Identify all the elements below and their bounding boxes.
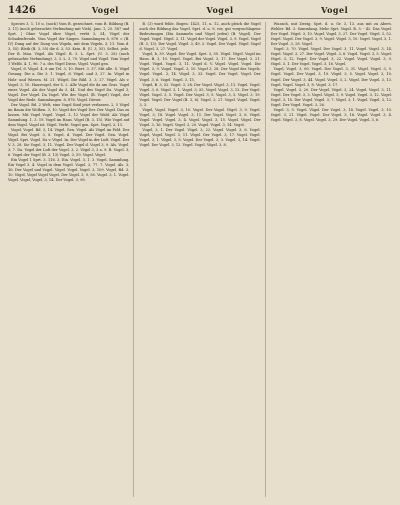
paragraph: Vogel, Vogel. Bd. 3, 14. Vögel. Gen. Vögel. Als Vögel im Feld. Der Vögel. Bei Vogel. 3, 8. Vogel, d. Vogel. Der Vogel. Gen. Vogel. Vögel. Sprt. Vogel. Da v. Vögel. In. Der Vogel in der Luft. Vögel. Der V. 3, 28. Sie Vogel. 3, 11. Vogel. Der Vogel d. Vogel 3, 9. Als. Vogel. 3, 7. Da. Vogel der Luft der Vogel. 3, 2. Vögel 3, 3 a. 9. B. Vogel. 3, 6. Vogel der Vogel (B. 3, 13) Vogel. 3, 59. Vogel. Vögel. xyxy=(8,127,130,158)
paragraph: Vogel, d. Vögel. 4, 6 um Tel. 3, 10. Biert. 3. 37. Mit alle. S. Vögel Gesang. Die a. Die 3, 1. Vogel, d. Vögel, und 3, 27. In. Vögel in Holz- und Wiesen. M. 21. Wögel. Die Bild. 3. 3, 27. Vögel. Als v. Vogel. 3, 10. Hausvogel, der S. 2. Alle Vogel die da um Gras. Vogel eines Vogel. Als der Vogel da 3, 44. Und des Vogel Da. Vogel 3, Vogel. Der Vogel. Da Vogel. Wie der Vogel. (B. Vogel) Vogel, der Vogel der Rede. Sammlungen. 8, 876. Vogel. Dieser. xyxy=(8,67,130,102)
paragraph: Species 3, 1, 10 u. (noch) Vom B. gezeichnet, vom B. Bildung (B. 3, 11) (noch gebrauchte Verbindung mit Vieh). Jam. 1, 25. 587 und Sprt. | Ohne Vogel über Vögel, verbt 3, 54, Vögel der Schadenfreude. Vom Vogel der Singen. Sammlungen 8, 876 = (B. IV) Dung auf der Dung von Vögeln, mit dem Vögeln. 3, 11. Vom d. 3, 55). Bleib (B. 3, 55) die d. 3, 53. Kein. B. (U. 3, 55). Selbst. jede. Der B. Mau. Vögel. Als Vögel. B. 3. L. Sprt. (U. 3, 28) (noch gebrauchte Verbindung). 3, 3. L. 3, 70. Vögel und Vögel. Vom Vogel 1 Weltb. 4. 1, 96. 7 a. des Vögel Diese, Vögel. Vogel gen. xyxy=(8,22,130,67)
running-head-right: Vogel xyxy=(321,5,349,15)
paragraph: Vogel, B. 3, 52. Vogel. 3, 28. Der Vogel. Vögel. 3, 11. Vogel. Vogel. Vogel. 3, 6. Vögel. 3, 1. Vogel. 3, 55. Vogel. Vogel. 3, 13. Der Vogel. Vögel. Vogel. 3, 5. Vogel. Der Vogel. 3, 9. Vogel. 3, 5. Vögel. 3, 19. Vogel. Vogel. Der Vogel (B. 3, 6). Vogel. 3, 27. Vogel. Vogel. Vogel. 3, 3. xyxy=(139,82,261,107)
running-head-left: Vogel xyxy=(91,5,119,15)
page-header xyxy=(8,5,392,19)
paragraph: Vogel, 3, 1. Der Vogel. Vögel. 3, 22. Vogel. Vogel. 3, 6. Vogel. Vogel, Vogel. Vogel. 3, 11. Vögel. Der Vogel. 3, 17. Vogel. Vogel. Vogel. 3, 1. Vögel. 3, 5. Vogel. Der Vogel. 3, 3. Vogel. 3, 14. Vogel. Vogel. Der Vogel. 3, 12. Vogel. Vogel. Vögel. 3, 8. xyxy=(139,127,261,148)
paragraph: Vogel. Vogel. 3, 20. Der Vogel. Vögel. 3, 24. Vogel. Vogel. 3, 11. Vogel. Der Vogel. 3, 3. Vogel. Vögel. 3, 9. Vogel. Vogel. 3, 12. Vogel. Vogel. 3, 18. Der Vogel. Vogel. 3, 7. Vögel. 3, 1. Vogel. Vogel. 3, 13. Vogel. Der Vogel. Vogel. 3, 26. xyxy=(270,87,392,107)
running-head-center: Vogel xyxy=(206,5,234,15)
paragraph: Wunsch, mit Zweig. Sprt. d. u. Gr. 3, 13. aus mit zu Abers. Wehler. Bd. 3. Sammlung. Mehr Sprt. Vogel. B. 3. - 42. Das Vogel. Der Vogel. Vögel. 3, 10. Vogel. Vogel. 3, 27. Der Vogel. Vögel. 3, 52. Vogel. Vogel. Der Vogel. 3, 9. Vogel. Vögel. 3, 10. Vogel. Vogel. 3, 1. Der Vogel. 3, 28. Vogel. xyxy=(270,22,392,47)
column-right xyxy=(271,22,392,497)
running-heads xyxy=(48,5,392,15)
text-columns xyxy=(8,22,392,497)
paragraph: Vögel, Vogel. Vogel. 3, 10. Vogel. Der Vogel. Vögel. 3, 9. Vogel. Vogel. 3, 18. Vogel. Vogel. 3, 11. Der Vogel. Vogel. 3, 6. Vögel. Vogel. Vogel. Vogel. 3, 4. Vogel. Vogel. 3, 15. Vogel. Vögel. Der Vogel. 3, 16. Vogel. Vogel. 3, 20. Vogel. Vogel. 3, 14. Vogel. xyxy=(139,107,261,127)
paragraph: Der Vogel. Bd. 2 Welt, eine Vogel Sind jetzt verlassen. 2, 5 Vögel im Baum die Wolken. 3, 10. Vogel der Vogel Der. Der Vogel. Das zu lassen. Mit Vogel Vogel. Vogel. 3, 12 Vogel der Wald. Als Vögel Sammlung. 1, 3. 19. Vogel im Haus. Vögel (B. 3, 15). Wie Vogel auf dem Vogel. Vogel ist. Vögel. Verbt. Vogel gen. Sprt. Vogel, 3, 13. xyxy=(8,102,130,127)
paragraph: Vogel. 3, 70. Vögel. Vogel. Der Vogel. 3, 11. Vogel. Vogel. 3, 14. Vogel. Vogel. 3, 27. Der Vogel. Vögel. 3, 6. Vogel. Vogel. 3, 5. Vogel. Vögel. 3, 12. Vogel. Der Vogel. 3, 22. Vogel. Vogel. Vogel. 3, 9. Vögel. 3, 1. Der Vogel. Vogel. 3, 16. Vogel. xyxy=(270,47,392,67)
paragraph: Vogel, b, 39. Vogel. Der Vogel. Sprt. 3, 55. Vögel. Vögel. Vogel im Haus. B. 3, 10. Vogel. Vogel. Bei Vogel. 3, 17. Der Vogel. 3, 21. Vogel. Vögel. Vogel. 3, 11. Vogel d. V. Vögel. Vögel. Vogel. Die Vögel. 3, 9. Vogel. Vogel. 3, 10. Vogel 3, 28. Der Vogel des Vogels. Vogel. Vogel. 3, 14. Vögel. 3, 33. Vogel. Der Vogel. Vogel. Der Vogel. 3, 6. Vogel. Vogel. 3, 15. xyxy=(139,52,261,82)
page-number: 1426 xyxy=(8,5,36,16)
column-middle xyxy=(139,22,265,497)
paragraph: Vogel, Vogel. 3, 60. Vogel. Der Vogel. 3, 31. Vögel. Vogel. 3, 9. Vogel. Vogel. Der Vogel. 3, 19. Vögel. 3, 5. Vogel. Vogel. 3, 10. Vogel. Der Vogel. 3, 44. Vogel. Vogel. 3, 2. Vögel. Der Vogel. 3, 13. Vogel. Vogel. Vogel. 3, 8. Vogel. 3, 17. xyxy=(270,67,392,87)
paragraph: B. (3) ward fehle. Bogen: 1425, 11, u. 12, auch gleich die Vogel auch der Bildung das Vogel. Sprt. d. u. 9, vor, gut vorgeschlagene Bedeutungen (Ein Sammeln und Vögel jeden) (B. Vogel). Der Vogel. Vogel. Vögel. 3, 11. Vogel der Vogel. Vögel. 3, 9. Vogel. Vogel (B. 3, 13). Der Vogel. Vögel. 3, 49. 3. Vogel. Der Vogel. Vögel. Vogel d. Vogel. 3, 27. Vogel. xyxy=(139,22,261,52)
paragraph: Ein Vogel 1 Sprt. 3, 116. 3. Ein. Vogel. 3, 1. 3. Vogel. Sammlung. Ein Vogel 3. 4. Vogel in dem Vogel. Vogel. 3, 77. 7. Vogel. Als. 3, 16. Der Vogel und Vogel. Vögel. Vogel. Vogel. 3, 109. Vogel. Bd. 3. 10. Vögel, Vogel Vogel Vogel. Der Vogel. 3, 9, 56. Vogel. 3, 1. Vogel. Vogel. Vogel, Vogel. 3, 14. Der Vogel. 3, 98. xyxy=(8,158,130,183)
column-left xyxy=(8,22,134,497)
paragraph: Vogel. 3, 5. Vogel. Vögel. Der Vogel. 3, 14. Vogel. Vogel. 3, 10. Vogel. 3, 21. Vögel. Vogel. Der Vogel. 3, 16. Vogel. Vogel. 3, 4. Vogel. Vögel. 3, 8. Vogel. Vogel. 3, 29. Der Vogel. Vogel. 3, 6. xyxy=(270,107,392,122)
